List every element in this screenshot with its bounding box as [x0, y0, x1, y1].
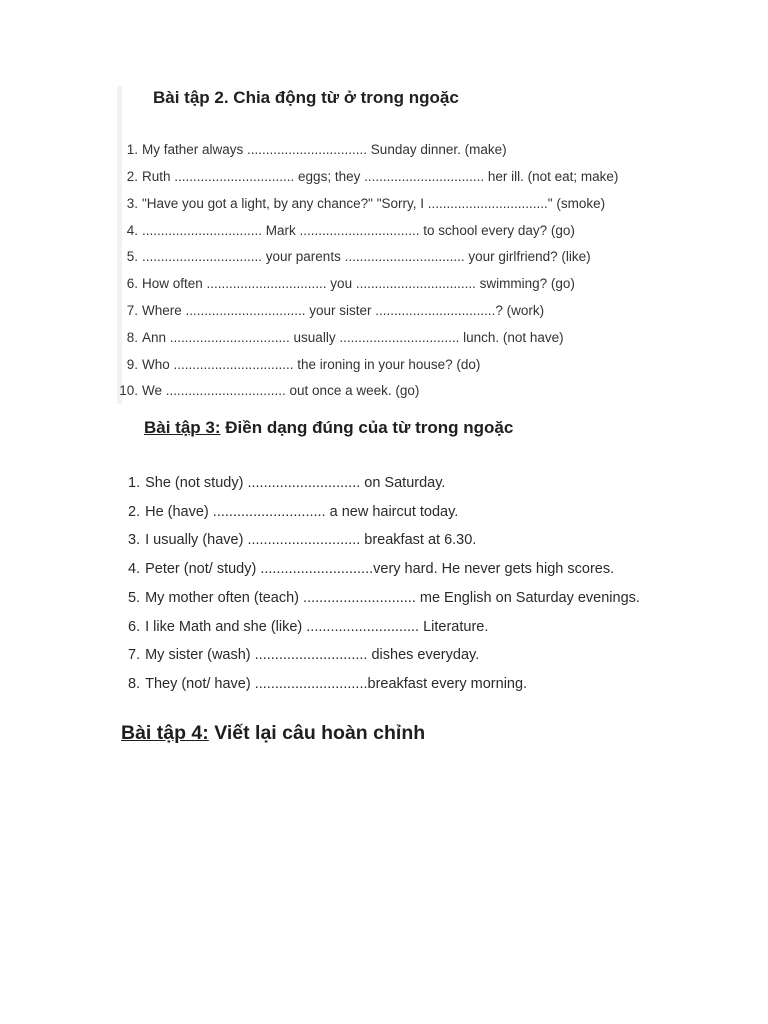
exercise-2-item [115, 301, 544, 321]
exercise-3-heading [144, 418, 513, 438]
exercise-3-item [128, 473, 445, 493]
item-text: How often ................................ you ................................ swimming? (go) [142, 276, 575, 291]
item-text: ................................ your parents ................................ your girlfriend? (like) [142, 249, 591, 264]
exercise-3-item [128, 645, 479, 665]
exercise-2-item [115, 167, 618, 187]
exercise-2-item [115, 328, 564, 348]
item-number: 3. [126, 196, 138, 211]
item-text: Ruth ................................ eggs; they ................................ her ill. (not eat; make) [142, 169, 619, 184]
exercise-2-item [115, 194, 605, 214]
exercise-2-item [115, 274, 575, 294]
exercise-3-item [128, 674, 527, 694]
item-text: My father always ................................ Sunday dinner. (make) [142, 142, 507, 157]
exercise-4-heading [121, 722, 425, 745]
exercise-3-item [128, 617, 488, 637]
exercise-2-item [115, 381, 419, 401]
exercise-2-heading: Bài tập 2. Chia động từ ở trong ngoặc [153, 88, 459, 107]
exercise-2-item [115, 355, 480, 375]
exercise-2-item [115, 221, 575, 241]
item-number: 5. [126, 249, 138, 264]
item-number: 6. [126, 276, 138, 291]
item-text: Where ................................ your sister ................................? (work) [142, 303, 545, 318]
item-number: 7. [128, 647, 141, 663]
item-number: 1. [126, 142, 138, 157]
item-text: They (not/ have) ............................breakfast every morning. [145, 676, 528, 692]
item-number: 1. [128, 475, 141, 491]
exercise-3-heading-label: Bài tập 3: [144, 418, 221, 437]
item-number: 10. [119, 383, 138, 398]
item-text: "Have you got a light, by any chance?" "Sorry, I ................................" (smoke) [142, 196, 606, 211]
item-number: 8. [128, 676, 141, 692]
exercise-4-heading-text: Viết lại câu hoàn chỉnh [208, 722, 426, 744]
exercise-3-item [128, 588, 640, 608]
item-text: My mother often (teach) ............................ me English on Saturday evenings. [145, 590, 640, 606]
item-number: 8. [126, 330, 138, 345]
item-text: I usually (have) ............................ breakfast at 6.30. [145, 532, 477, 548]
item-number: 4. [128, 561, 141, 577]
item-text: She (not study) ............................ on Saturday. [145, 475, 446, 491]
item-text: He (have) ............................ a new haircut today. [145, 504, 459, 520]
exercise-2-item [115, 247, 591, 267]
item-text: Peter (not/ study) ............................very hard. He never gets high scores. [145, 561, 615, 577]
exercise-3-item [128, 530, 476, 550]
exercise-3-item [128, 559, 614, 579]
item-number: 5. [128, 590, 141, 606]
item-text: Who ................................ the ironing in your house? (do) [142, 357, 481, 372]
item-text: ................................ Mark ................................ to school every day? (go) [142, 223, 575, 238]
exercise-3-item [128, 502, 458, 522]
exercise-2-item [115, 140, 507, 160]
item-text: My sister (wash) ............................ dishes everyday. [145, 647, 480, 663]
item-number: 2. [126, 169, 138, 184]
item-number: 3. [128, 532, 141, 548]
item-number: 2. [128, 504, 141, 520]
item-text: Ann ................................ usually ................................ lunch. (not have) [142, 330, 564, 345]
exercise-3-heading-text: Điền dạng đúng của từ trong ngoặc [220, 418, 514, 437]
item-text: I like Math and she (like) ............................ Literature. [145, 619, 489, 635]
item-number: 9. [126, 357, 138, 372]
exercise-4-heading-label: Bài tập 4: [121, 722, 209, 744]
item-text: We ................................ out once a week. (go) [142, 383, 420, 398]
item-number: 4. [126, 223, 138, 238]
item-number: 6. [128, 619, 141, 635]
item-number: 7. [126, 303, 138, 318]
